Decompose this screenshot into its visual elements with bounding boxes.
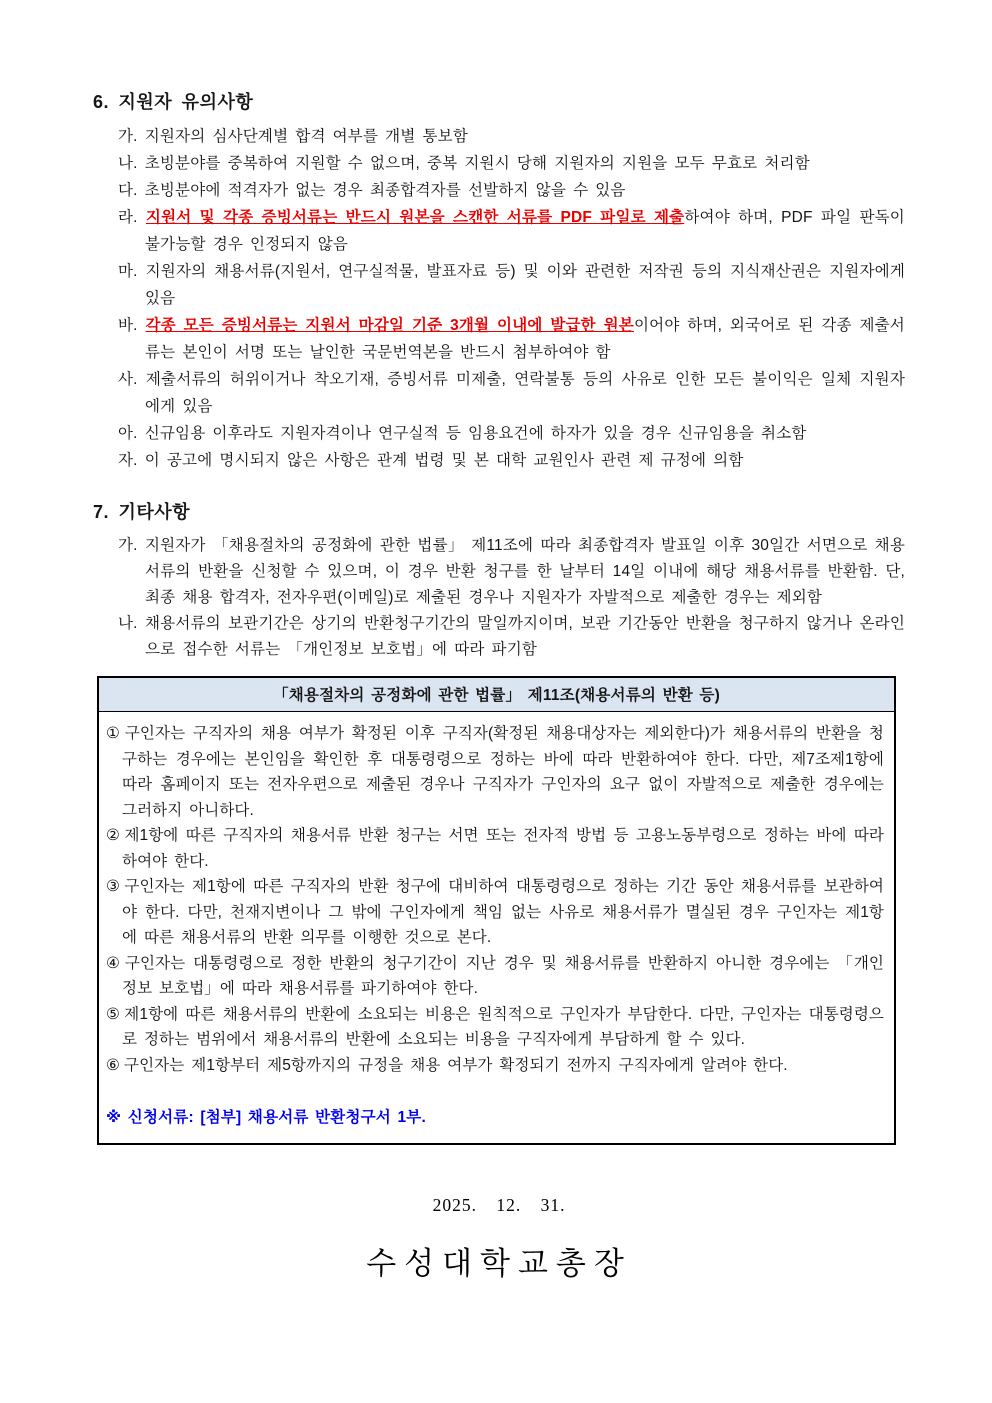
item-label: 바. bbox=[118, 317, 138, 334]
clause-number: ① bbox=[106, 725, 121, 742]
emphasized-text: 각종 모든 증빙서류는 지원서 마감일 기준 3개월 이내에 발급한 원본 bbox=[145, 317, 634, 334]
item-label: 가. bbox=[118, 128, 138, 145]
clause-text: 구인자는 대통령령으로 정한 반환의 청구기간이 지난 경우 및 채용서류를 반환하지 아니한 경우에는 「개인정보 보호법」에 따라 채용서류를 파기하여야 한다. bbox=[122, 954, 884, 997]
item-text: 신규임용 이후라도 지원자격이나 연구실적 등 임용요건에 하자가 있을 경우 신규임용을 취소함 bbox=[144, 425, 807, 442]
attachment-note: ※ 신청서류: [첨부] 채용서류 반환청구서 1부. bbox=[106, 1109, 426, 1126]
law-clause bbox=[106, 823, 884, 874]
item-text: 하여야 하며, PDF 파일 판독이 불가능할 경우 인정되지 않음 bbox=[145, 209, 905, 253]
clause-text: 구인자는 제1항부터 제5항까지의 규정을 채용 여부가 확정되기 전까지 구직자에게 알려야 한다. bbox=[124, 1056, 788, 1074]
law-clause bbox=[106, 721, 884, 823]
section-other-matters bbox=[93, 498, 905, 663]
clause-text: 구인자는 구직자의 채용 여부가 확정된 이후 구직자(확정된 채용대상자는 제외한다)가 채용서류의 반환을 청구하는 경우에는 본인임을 확인한 후 대통령령으로 정하는 바에 따라 반환하여야 한다. 다만, 제7조제1항에 따라 홈페이지 또는 전자우편으로 제출된 경우나 구직자가 구인자의 요구 없이 자발적으로 제출한 경우에는 그러하지 아니하다. bbox=[122, 725, 884, 819]
law-clause bbox=[106, 874, 884, 951]
section-applicant-notices bbox=[93, 88, 905, 474]
issuer-signature: 수성대학교총장 bbox=[366, 1246, 632, 1281]
list-item bbox=[93, 366, 905, 420]
law-excerpt-box bbox=[97, 676, 896, 1145]
item-label: 나. bbox=[118, 615, 138, 632]
clause-text: 제1항에 따른 구직자의 채용서류 반환 청구는 서면 또는 전자적 방법 등 고용노동부령으로 정하는 바에 따라 하여야 한다. bbox=[122, 827, 884, 870]
list-item bbox=[93, 177, 905, 204]
law-box-body bbox=[99, 712, 894, 1143]
law-clause-list bbox=[106, 721, 884, 1078]
list-item bbox=[93, 204, 905, 258]
item-text: 초빙분야에 적격자가 없는 경우 최종합격자를 선발하지 않을 수 있음 bbox=[144, 182, 626, 199]
item-text: 제출서류의 허위이거나 착오기재, 증빙서류 미제출, 연락불통 등의 사유로 인한 모든 불이익은 일체 지원자에게 있음 bbox=[145, 371, 905, 415]
list-item bbox=[93, 123, 905, 150]
clause-number: ⑤ bbox=[106, 1005, 121, 1023]
clause-text: 구인자는 제1항에 따른 구직자의 반환 청구에 대비하여 대통령령으로 정하는 기간 동안 채용서류를 보관하여야 한다. 다만, 천재지변이나 그 밖에 구인자에게 책임 없는 사유로 채용서류가 멸실된 경우 구인자는 제1항에 따른 채용서류의 반환 의무를 이행한 것으로 본다. bbox=[122, 878, 885, 946]
item-label: 나. bbox=[118, 155, 138, 172]
list-item bbox=[93, 447, 905, 474]
clause-number: ③ bbox=[106, 878, 121, 895]
item-label: 다. bbox=[118, 182, 138, 199]
clause-number: ④ bbox=[106, 954, 121, 972]
section-6-item-list bbox=[93, 123, 905, 474]
item-label: 마. bbox=[118, 263, 138, 280]
item-text: 채용서류의 보관기간은 상기의 반환청구기간의 말일까지이며, 보관 기간동안 반환을 청구하지 않거나 온라인으로 접수한 서류는 「개인정보 보호법」에 따라 파기함 bbox=[144, 615, 905, 658]
item-text: 지원자가 「채용절차의 공정화에 관한 법률」 제11조에 따라 최종합격자 발표일 이후 30일간 서면으로 채용서류의 반환을 신청할 수 있으며, 이 경우 반환 청구를 한 날부터 14일 이내에 해당 채용서류를 반환함. 단, 최종 채용 합격자, 전자우편(이메일)로 제출된 경우나 지원자가 자발적으로 제출한 경우는 제외함 bbox=[144, 537, 905, 606]
list-item bbox=[93, 533, 905, 611]
item-label: 자. bbox=[118, 452, 138, 469]
section-6-title: 6. 지원자 유의사항 bbox=[93, 92, 254, 112]
law-clause bbox=[106, 951, 884, 1002]
item-text: 지원자의 채용서류(지원서, 연구실적물, 발표자료 등) 및 이와 관련한 저작권 등의 지식재산권은 지원자에게 있음 bbox=[145, 263, 905, 307]
law-clause bbox=[106, 1053, 884, 1079]
section-7-item-list bbox=[93, 533, 905, 663]
clause-number: ② bbox=[106, 827, 121, 844]
list-item bbox=[93, 312, 905, 366]
section-7-title: 7. 기타사항 bbox=[93, 502, 191, 522]
clause-text: 제1항에 따른 채용서류의 반환에 소요되는 비용은 원칙적으로 구인자가 부담한다. 다만, 구인자는 대통령령으로 정하는 범위에서 채용서류의 반환에 소요되는 비용을 구직자에게 부담하게 할 수 있다. bbox=[122, 1005, 885, 1048]
list-item bbox=[93, 258, 905, 312]
item-label: 라. bbox=[118, 209, 138, 226]
item-text: 초빙분야를 중복하여 지원할 수 없으며, 중복 지원시 당해 지원자의 지원을 모두 무효로 처리함 bbox=[144, 155, 810, 172]
list-item bbox=[93, 420, 905, 447]
item-text: 이 공고에 명시되지 않은 사항은 관계 법령 및 본 대학 교원인사 관련 제 규정에 의함 bbox=[144, 452, 744, 469]
law-clause bbox=[106, 1002, 884, 1053]
item-label: 사. bbox=[118, 371, 138, 388]
item-label: 아. bbox=[118, 425, 138, 442]
clause-number: ⑥ bbox=[106, 1056, 120, 1074]
item-text: 이어야 하며, 외국어로 된 각종 제출서류는 본인이 서명 또는 날인한 국문번역본을 반드시 첨부하여야 함 bbox=[145, 317, 905, 361]
item-text: 지원자의 심사단계별 합격 여부를 개별 통보함 bbox=[144, 128, 469, 145]
emphasized-text: 지원서 및 각종 증빙서류는 반드시 원본을 스캔한 서류를 PDF 파일로 제출 bbox=[145, 209, 685, 226]
law-box-title: 「채용절차의 공정화에 관한 법률」 제11조(채용서류의 반환 등) bbox=[99, 678, 894, 712]
issue-date: 2025. 12. 31. bbox=[432, 1195, 566, 1215]
list-item bbox=[93, 150, 905, 177]
list-item bbox=[93, 611, 905, 663]
item-label: 가. bbox=[118, 537, 138, 554]
